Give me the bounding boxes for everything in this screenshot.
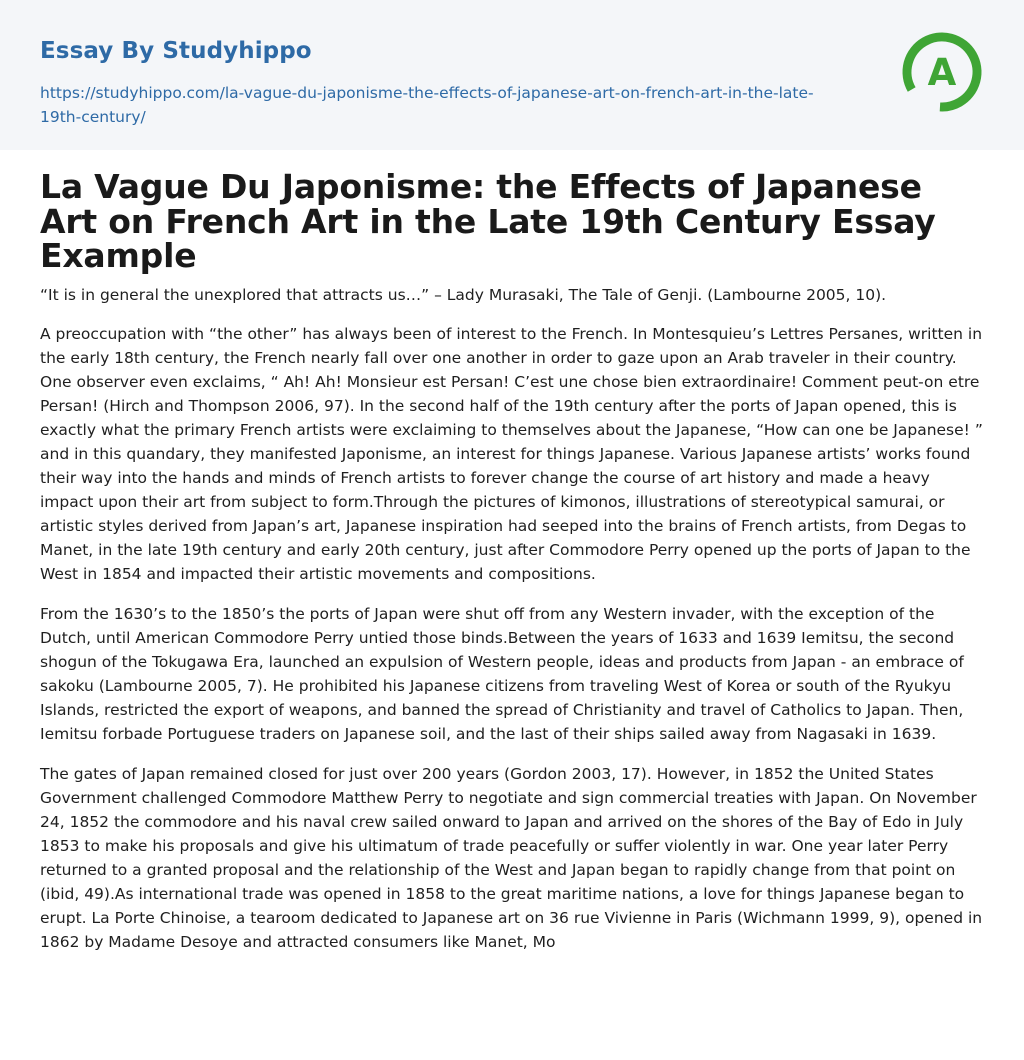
- studyhippo-logo-icon[interactable]: [900, 30, 984, 114]
- essay-url-link[interactable]: https://studyhippo.com/la-vague-du-japonisme-the-effects-of-japanese-art-on-french-art-in-the-late-19th-century/: [40, 84, 814, 126]
- article-paragraph: The gates of Japan remained closed for just over 200 years (Gordon 2003, 17). However, in 1852 the United States Government challenged Commodore Matthew Perry to negotiate and sign commercial treaties with Japan. On November 24, 1852 the commodore and his naval crew sailed onward to Japan and arrived on the shores of the Bay of Edo in July 1853 to make his proposals and give his ultimatum of trade peacefully or suffer violently in war. One year later Perry returned to a granted proposal and the relationship of the West and Japan began to rapidly change from that point on (ibid, 49).As international trade was opened in 1858 to the great maritime nations, a love for things Japanese began to erupt. La Porte Chinoise, a tearoom dedicated to Japanese art on 36 rue Vivienne in Paris (Wichmann 1999, 9), opened in 1862 by Madame Desoye and attracted consumers like Manet, Mo: [40, 764, 983, 951]
- logo-letter: A: [927, 51, 957, 94]
- article-paragraph: “It is in general the unexplored that attracts us…” – Lady Murasaki, The Tale of Genji. (Lambourne 2005, 10).: [40, 285, 887, 304]
- site-header: [0, 0, 1024, 150]
- article-paragraph: From the 1630’s to the 1850’s the ports of Japan were shut off from any Western invader, with the exception of the Dutch, until American Commodore Perry untied those binds.Between the years of 1633 and 1639 Iemitsu, the second shogun of the Tokugawa Era, launched an expulsion of Western people, ideas and products from Japan - an embrace of sakoku (Lambourne 2005, 7). He prohibited his Japanese citizens from traveling West of Korea or south of the Ryukyu Islands, restricted the export of weapons, and banned the spread of Christianity and travel of Catholics to Japan. Then, Iemitsu forbade Portuguese traders on Japanese soil, and the last of their ships sailed away from Nagasaki in 1639.: [40, 604, 964, 743]
- article-title: La Vague Du Japonisme: the Effects of Japanese Art on French Art in the Late 19th Century Essay Example: [40, 167, 936, 275]
- article: [0, 167, 1024, 954]
- site-brand[interactable]: Essay By Studyhippo: [40, 38, 312, 64]
- article-paragraph: A preoccupation with “the other” has always been of interest to the French. In Montesquieu’s Lettres Persanes, written in the early 18th century, the French nearly fall over one another in order to gaze upon an Arab traveler in their country. One observer even exclaims, “ Ah! Ah! Monsieur est Persan! C’est une chose bien extraordinaire! Comment peut-on etre Persan! (Hirch and Thompson 2006, 97). In the second half of the 19th century after the ports of Japan opened, this is exactly what the primary French artists were exclaiming to themselves about the Japanese, “How can one be Japanese! ” and in this quandary, they manifested Japonisme, an interest for things Japanese. Various Japanese artists’ works found their way into the hands and minds of French artists to forever change the course of art history and made a heavy impact upon their art from subject to form.Through the pictures of kimonos, illustrations of stereotypical samurai, or artistic styles derived from Japan’s art, Japanese inspiration had seeped into the brains of French artists, from Degas to Manet, in the late 19th century and early 20th century, just after Commodore Perry opened up the ports of Japan to the West in 1854 and impacted their artistic movements and compositions.: [40, 324, 983, 583]
